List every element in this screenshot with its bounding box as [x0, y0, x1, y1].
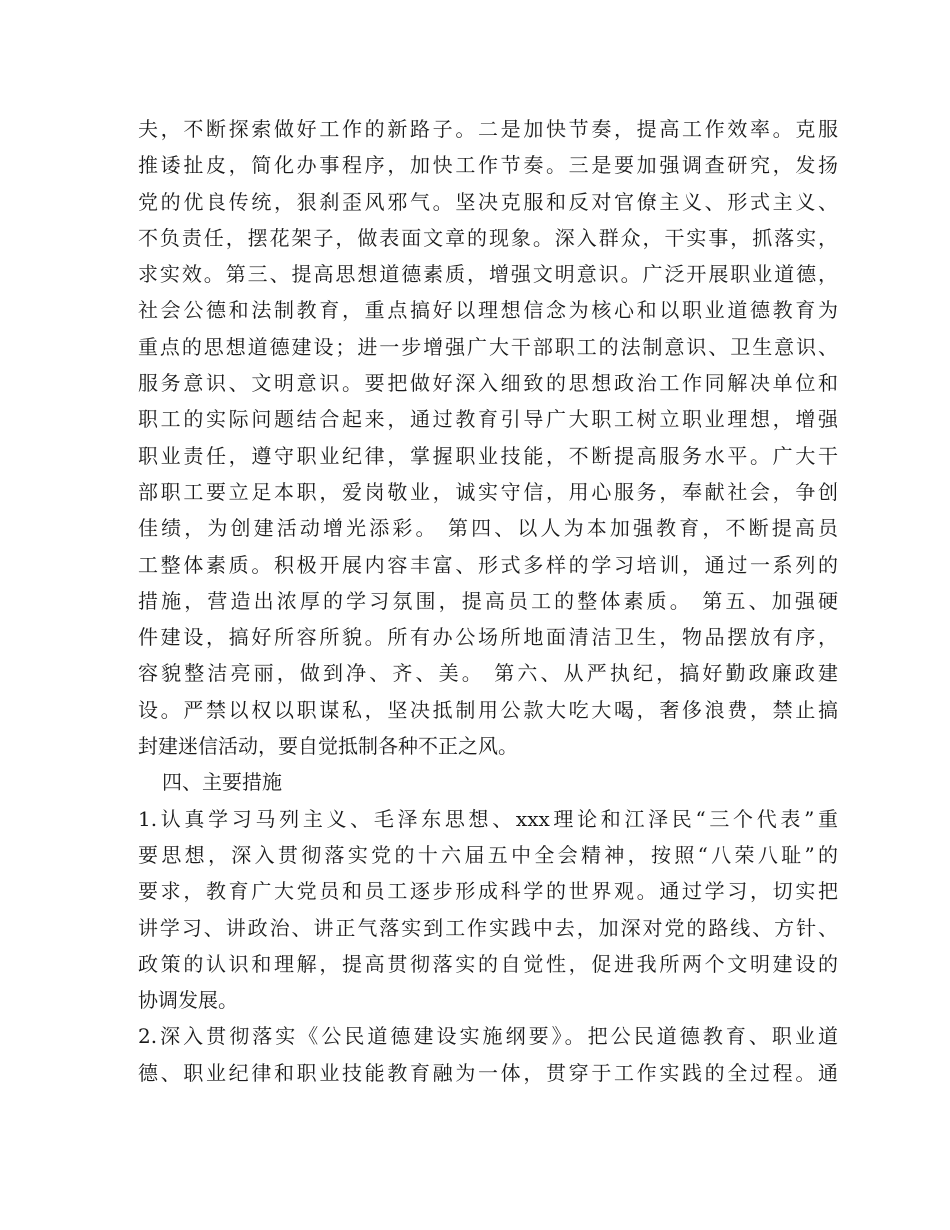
text-line: 封建迷信活动，要自觉抵制各种不正之风。 — [138, 734, 518, 759]
text-line: 设。严禁以权以职谋私，坚决抵制用公款大吃大喝，奢侈浪费，禁止搞 — [138, 697, 838, 722]
text-line: 部职工要立足本职，爱岗敬业，诚实守信，用心服务，奉献社会，争创 — [138, 479, 838, 504]
text-line: 职业责任，遵守职业纪律，掌握职业技能，不断提高服务水平。广大干 — [138, 443, 838, 468]
text-line: 不负责任，摆花架子，做表面文章的现象。深入群众，干实事，抓落实， — [138, 225, 838, 250]
text-line: 职工的实际问题结合起来，通过教育引导广大职工树立职业理想，增强 — [138, 407, 838, 432]
text-line: 党的优良传统，狠刹歪风邪气。坚决克服和反对官僚主义、形式主义、 — [138, 189, 838, 214]
text-line: 工整体素质。积极开展内容丰富、形式多样的学习培训，通过一系列的 — [138, 552, 838, 577]
text-line: 件建设，搞好所容所貌。所有办公场所地面清洁卫生，物品摆放有序， — [138, 625, 838, 650]
text-line: 推诿扯皮，简化办事程序，加快工作节奏。三是要加强调查研究，发扬 — [138, 153, 838, 178]
text-line: 讲学习、讲政治、讲正气落实到工作实践中去，加深对党的路线、方针、 — [138, 915, 838, 940]
text-line: 重点的思想道德建设；进一步增强广大干部职工的法制意识、卫生意识、 — [138, 334, 838, 359]
text-line: 措施，营造出浓厚的学习氛围，提高员工的整体素质。 第五、加强硬 — [138, 588, 838, 613]
text-line: 2.深入贯彻落实《公民道德建设实施纲要》。把公民道德教育、职业道 — [138, 1024, 838, 1049]
document-body — [138, 111, 838, 1091]
text-line: 1.认真学习马列主义、毛泽东思想、xxx理论和江泽民“三个代表”重 — [138, 806, 838, 831]
text-line: 求实效。第三、提高思想道德素质，增强文明意识。广泛开展职业道德， — [138, 262, 838, 287]
text-line: 德、职业纪律和职业技能教育融为一体，贯穿于工作实践的全过程。通 — [138, 1060, 838, 1085]
text-line: 容貌整洁亮丽，做到净、齐、美。 第六、从严执纪，搞好勤政廉政建 — [138, 661, 838, 686]
section-heading: 四、主要措施 — [162, 770, 282, 795]
text-line: 夫，不断探索做好工作的新路子。二是加快节奏，提高工作效率。克服 — [138, 117, 838, 141]
text-line: 佳绩，为创建活动增光添彩。 第四、以人为本加强教育，不断提高员 — [138, 516, 838, 541]
text-line: 协调发展。 — [138, 988, 238, 1013]
text-line: 服务意识、文明意识。要把做好深入细致的思想政治工作同解决单位和 — [138, 371, 838, 396]
text-line: 社会公德和法制教育，重点搞好以理想信念为核心和以职业道德教育为 — [138, 298, 838, 323]
text-line: 要思想，深入贯彻落实党的十六届五中全会精神，按照“八荣八耻”的 — [138, 842, 838, 867]
text-line: 政策的认识和理解，提高贯彻落实的自觉性，促进我所两个文明建设的 — [138, 951, 838, 976]
text-line: 要求，教育广大党员和员工逐步形成科学的世界观。通过学习，切实把 — [138, 879, 838, 904]
